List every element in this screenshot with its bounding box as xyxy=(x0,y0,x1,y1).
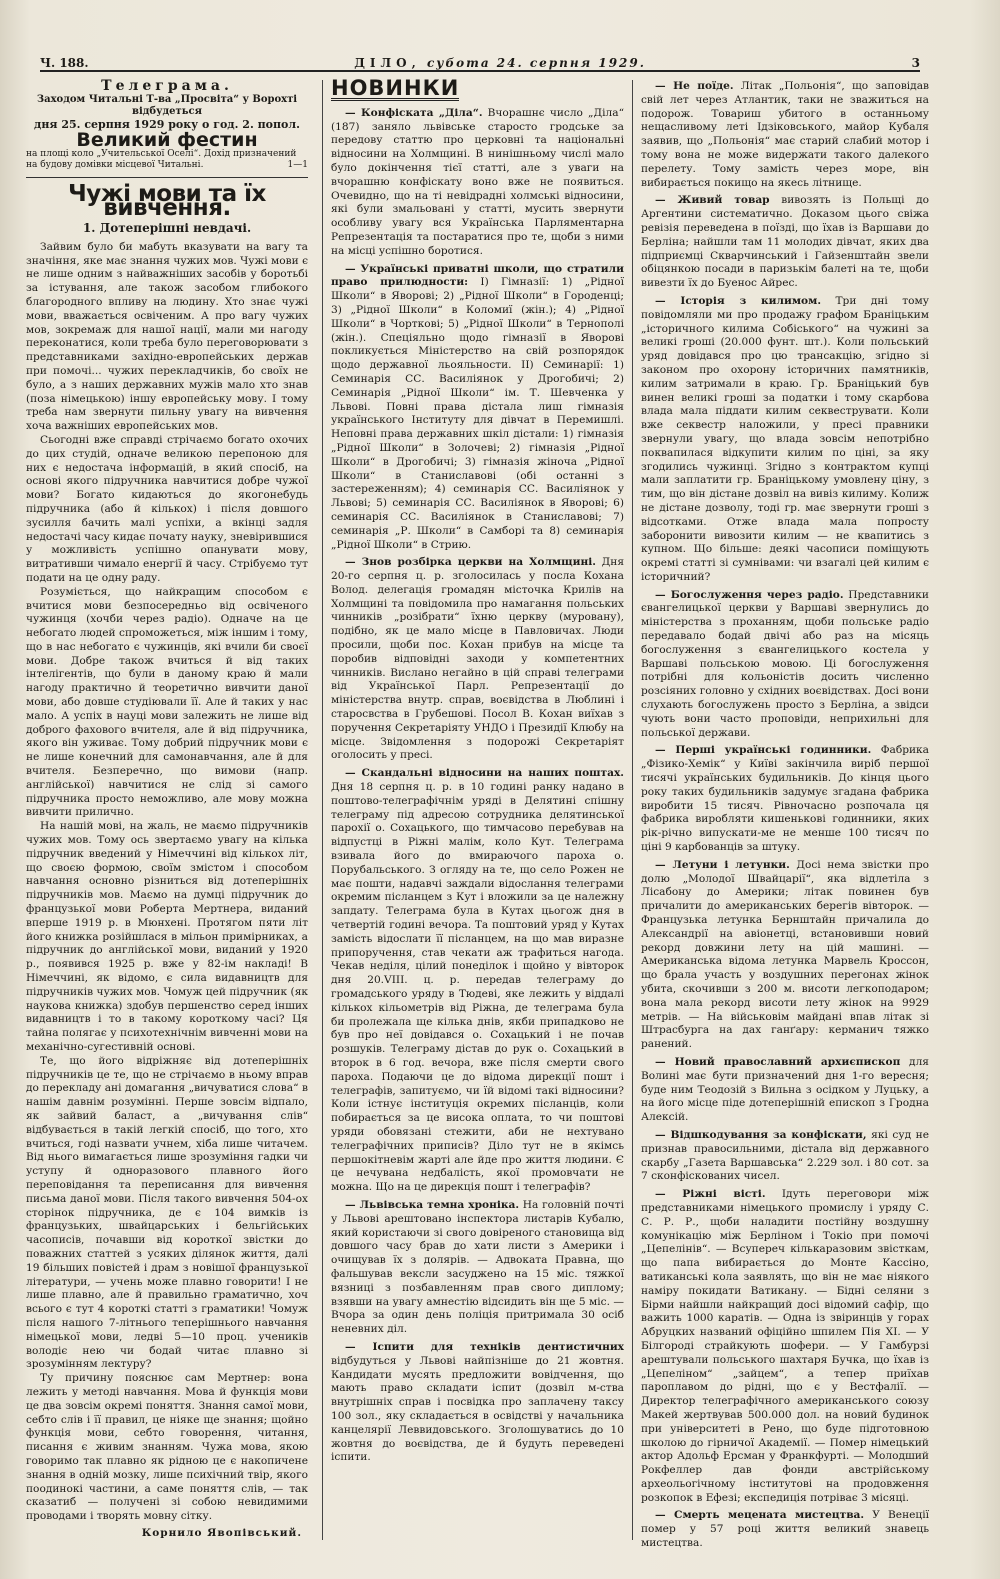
news-item xyxy=(641,744,929,854)
article-body xyxy=(26,241,308,1524)
news-item xyxy=(641,1188,929,1505)
telegram-line2: відбудеться xyxy=(132,105,202,117)
news-item xyxy=(641,1129,929,1184)
news-item-headline: — Іспити для техніків дентистичних xyxy=(345,1341,624,1353)
news-item-headline: — Ріжні вісті. xyxy=(655,1188,766,1200)
issue-number: Ч. 188. xyxy=(40,56,89,70)
article-paragraph: Розуміється, що найкращим способом є вчитися мови безпосередньо від освіченого чужинця (хочби через радіо). Одначе на це небогато людей спроможеться, між іншим і тому, що в нас небогато є чужинців, які вчили би своєї мови. Добре також вчиться й від таких інтелігентів, що були в даному краю й мали нагоду практично й теоретично вивчити даної мови, або довше студіювали її. Але й таких у нас мало. А успіх в науці мови залежить не лише від доброго фахового вчителя, але й від підручника, якого він уживає. Тому добрий підручник мови є не лише конечний для самонавчання, але й для вчителя. Безперечно, що вимови (напр. англійської) навчитися не слід зі самого підручника просто неможливо, але мову можна вивчити прилично. xyxy=(26,585,308,819)
news-item xyxy=(331,107,624,259)
news-item xyxy=(641,589,929,741)
telegram-place xyxy=(26,149,308,171)
news-item xyxy=(331,1341,624,1465)
news-item xyxy=(641,295,929,585)
news-item-headline: — Історія з килимом. xyxy=(655,295,821,307)
news-item-headline: — Летуни і летунки. xyxy=(655,859,790,871)
news-item-headline: — Українські приватні школи, що стратили право прилюдности: xyxy=(331,263,624,289)
news-item-headline: — Не поїде. xyxy=(655,80,734,92)
article-title: Чужі мови та їх вивчення. xyxy=(68,181,266,222)
article-subtitle: 1. Дотеперішні невдачі. xyxy=(82,220,252,235)
news-list-right xyxy=(641,80,929,1551)
news-item-text: Літак „Польонія“, що заповідав свій лет через Атлантик, таки не зважиться на подорож. Товариш убитого в останньому нещасливому леті Ідзіковського, майор Кубаля заявив, що „Польонія“ має старий слабий мотор і тому вона не може видержати такого далекого перелету. Тому замість через море, він вибирається покищо на якесь літнище. xyxy=(641,80,929,189)
news-item-text: Досі нема звістки про долю „Молодої Швайцарії“, яка відлетіла з Лісабону до Америки; літак повинен був причалити до американських берегів вівторок. — Французька летунка Бернштайн причалила до Александрії на авіонетці, встановивши новий рекорд довжини лету на цій машині. — Американська відома летунка Марвель Кроссон, що брала участь у воздушних перегонах жінок убита, скочивши з 200 м. висоти легкоподаром; вона мала рекорд висоти лету жінок на 9929 метрів. — На військовім майдані впав літак зі Штрасбурга на дах ганґару: керманич тяжко ранений. xyxy=(641,858,929,1051)
telegram-announcement xyxy=(26,80,308,178)
news-item-text: Представники євангелицької церкви у Варшаві звернулись до міністерства з проханням, щоби польське радіо передавало бодай двічі або раз на місяць богослуження з євангелицького костела у Варшаві польською мовою. Ці богослуження потрібні для кольоністів досить численно розсіяних головно у східних воєвідствах. Досі вони слухають богослужень просто з Берліна, а звідси чують вони часто проповіди, неприхильні для польської держави. xyxy=(641,588,929,739)
news-item-headline: — Скандальні відносини на наших поштах. xyxy=(345,767,624,779)
news-item-text: І) Гімназії: 1) „Рідної Школи“ в Яворові; 2) „Рідної Школи“ в Городенці; 3) „Рідної Школи“ в Коломиї (жін.); 4) „Рідної Школи“ в Чорткові; 5) „Рідної Школи“ в Тернополі (жін.). Спеціяльно щодо гімназії в Яворові покликується Міністерство на свій розпорядок щодо державної льояльности. ІІ) Семинарії: 1) Семинарія СС. Василіянок у Дрогобичі; 2) Семинарія „Рідної Школи“ ім. Т. Шевченка у Львові. Повні права дістала лиш гімназія українського Інституту для дівчат в Перемишлі. Неповні права державних шкіл дістали: 1) гімназія „Рідної Школи“ в Золочеві; 2) гімназія „Рідної Школи“ в Дрогобичі; 3) гімназія жіноча „Рідної Школи“ в Станиславові (обі останні з застереженням); 4) семинарія СС. Василіянок у Львові; 5) семинарія СС. Василіянок в Яворові; 6) семинарія СС. Василіянок в Станиславові; 7) семинарія „Р. Школи“ в Самборі та 8) семинарія „Рідної Школи“ в Стрию. xyxy=(331,276,624,551)
article-author: Корнило Явопівський. xyxy=(141,1526,302,1539)
article-paragraph: На нашій мові, на жаль, не маємо підручників чужих мов. Тому ось звертаємо увагу на кілька підручник введений у Німеччині від кількох літ, що своєю формою, своїм змістом і способом навчання основно різниться від дотеперішніх підручників мов. Маємо на думці підручник до французької мови Роберта Мертнера, виданий вперше 1919 р. в Мюнхені. Протягом пяти літ його книжка розійшлася в мільон примірниках, а підручник до англійської мови, виданий у 1920 р., появився 1925 р. вже у 82-ім накладі! В Німеччині, як відомо, є сила видавництв для підручників чужих мов. Чомуж цей підручник (як наукова книжка) здобув першенство серед інших видавництв і то в такому короткому часі? Ця тайна полягає у психотехнічнім вивченні мови на механічно-сугестивній основі. xyxy=(26,820,308,1053)
column-middle xyxy=(322,76,624,1540)
news-list-middle xyxy=(331,107,624,1465)
news-item-text: Вчорашнє число „Діла“ (187) заняло львівське старосто гродське за передову статтю про церковні та національні відносини на Холмщині. В нинішньому числі мало було докінчення тієї статті, але з уваги на вчорашню конфіскату воно вже не появиться. Очевидно, що на ті невідрадні холмські відносини, які були змальовані у статті, мусить звернути особливу увагу вся Українська Парляментарна Репрезентація та постаратися про те, щоби з ними на місці успішно боротися. xyxy=(331,106,624,257)
news-item-text: які суд не признав правосильними, дістала від державного скарбу „Газета Варшавська“ 2.229 зол. і 80 сот. за 7 сконфіскованих чисел. xyxy=(641,1128,929,1183)
news-item-text: Дня 20-го серпня ц. р. зголосилась у посла Кохана Волод. делегація громадян місточка Крилів на Холмщині та повідомила про намагання польських чинників „розібрати“ їхню церкву (муровану), подібно, як це мало місце в Павловичах. Люди просили, щоби пос. Кохан прибув на місце та поробив відповідні заходи у компетентних чинників. Вислано негайно в цій справі телеграми від Української Парл. Репрезентації до міністерства внутр. справ, воєвідства в Люблині і старосвства в Грубешові. Посол В. Кохан виїхав з поручення Секретаріяту УНДО і Президії Клюбу на місце. Звідомлення з подорожі Секретаріят оголосить у пресі. xyxy=(331,556,624,762)
issue-date: субота 24. серпня 1929. xyxy=(426,56,646,70)
news-item xyxy=(331,263,624,553)
article-paragraph: Зайвим було би мабуть вказувати на вагу та значіння, яке має знання чужих мов. Чужі мови є не лише одним з найважніших засобів у боротьбі за іcтування, але також засобом глибокого благородного впливу на людину. Хто знає чужі мови, вважається освіченим. А про вагу чужих мов, зокремаж для нашої нації, мали ми нагоду переконатися, коли треба було переговорювати з представниками західно-европейських держав при помочі... чужих перекладчиків, бо своїх не було, а з наших державних мужів мало хто знав (поза німецькою) іншу европейську мову. І тому треба нам звернути пильну увагу на вивчення хоча важніших европейських мов. xyxy=(26,240,308,433)
news-item-text: для Волині має бути призначений дня 1-го вересня; буде ним Теодозій з Вильна з осідком у Луцьку, а на його місце піде дотеперішній епископ з Гродна Алексій. xyxy=(641,1055,929,1124)
news-item xyxy=(641,1056,929,1125)
article-paragraph: Ту причину пояснює сам Мертнер: вона лежить у методі навчання. Мова й функція мови це два зовсім окремі поняття. Знання самої мови, себто слів і її правил, це ніяке ще знання; щойно функція мови, себто говорення, читання, писання є живим знанням. Чужа мова, якою говоримо так плавно як рідною це є накопичене знання в одній мозку, лише психічний твір, якого поодинокі частини, а саме поняття слів, — так сказатиб — получені зі собою невидимими проводами і творять мовну сітку. xyxy=(26,1372,308,1523)
news-item xyxy=(331,556,624,763)
paper-name: ДІЛО, xyxy=(354,56,421,70)
news-item-headline: — Перші українські годинники. xyxy=(655,744,871,756)
news-item-headline: — Живий товар xyxy=(655,194,770,206)
news-item xyxy=(331,1199,624,1337)
news-item-text: Фабрика „Фізико-Хемік“ у Київі закінчила виріб першої тисячі українських будильників. До кінця цього року таких будильників задумує згадана фабрика виробити 15 тисяч. Рівночасно розпочала ця фабрика виробляти кишенькові годинники, яких рік-річно випускати-ме не менше 100 тисяч по ціні 9 карбованців за штуку. xyxy=(641,744,929,854)
news-item-headline: — Львівська темна хроніка. xyxy=(345,1199,519,1211)
news-item-text: У Венеції помер у 57 році життя великий знавець мистецтва. xyxy=(641,1509,929,1550)
column-left xyxy=(26,78,308,1539)
masthead-date xyxy=(354,56,646,70)
column-right xyxy=(632,80,929,1550)
news-item-text: відбудуться у Львові найпізніше до 21 жовтня. Кандидати мусять предложити вовідчення, що мають право складати іспит (дозвіл м-ства внутрішніх справ і посвідка про заплачену таксу 100 зол., яку складається в освідстві у начальника канцелярії Леввидовського. Зголошуватись до 10 жовтня до воєвідства, де й будуть переведені іспити. xyxy=(331,1354,624,1464)
news-item-text: На головній почті у Львові арештовано інспектора листарів Кубалю, який користаючи зі свого довіреного становища від довшого часу брав до хати листи з Америки і очищував їх з долярів. — Адвоката Правна, що фальшував вексли засуджено на 15 міс. тяжкої вязниці з позбавленням прав свого диплому; взявши на увагу амнестію відсидить він ще 5 міс. — Вчора за один день поліція притримала 30 осіб неневних діл. xyxy=(331,1198,624,1336)
page-header xyxy=(40,54,920,72)
article-paragraph: Те, що його відріжняє від дотеперішніх підручників це те, що не стрічаємо в ньому вправ до перекладу ані домагання „вичуватися слова“ в нашім давнім розумінні. Перше зовсім відпало, як зайвий баласт, а „вичування слів“ відбувається в такій легкій спосіб, що того, хто вчиться, годі назвати учнем, хіба лише читачем. Від нього вимагається лише зрозуміння гадки чи уступу й одноразового плавного його переповідання та переписання для вивчення письма даної мови. Після такого вивчення 504-ох сторінок підручника, де є 104 вимків із французьких, швайцарських і бельгійських часописів, почавши від короткої звістки до поважних статтей з усяких ділянок життя, далі 19 більших повістей і драм з новішої французької літератури, — учень може плавно говорити! І не лише плавно, але й правильно граматично, хоч всього є тут 4 короткі статті з граматики! Чомуж після нашого 7-літнього теперішнього навчання німецької мови, ледві 5—10 проц. учеників володіє нею чи бодай читає плавно зі зрозумінням лектуру? xyxy=(26,1054,308,1371)
news-item-text: Ідуть переговори між представниками німецького промислу і уряду С. С. Р. Р., щоби наладити постійну воздушну комунікацію між Берліном і Токіо при помочі „Цепелінів“. — Всупереч кількаразовим звісткам, що папа вибирається до Монте Кассіно, ватиканські кола заявлять, що він не має ніякого наміру покидати Ватикану. — Бідні селяни з Бірми найшли найкращий досі відомий сафір, що важить 1000 каратів. — Одна із звіринців у горах Абруцких названий офіційно шпилем Пія XI. — У Білгороді страйкують шофери. — У Гамбурзі арештували польського шахтаря Бучка, що їхав із „Цепеліном“ „зайцем“, а тепер приїхав пароплавом до рідні, що є у Вестфалії. — Директор телеграфічного американського союзу Макей жертвував 500.000 дол. на новий будинок при університеті в Рено, що буде підготовною школою до гірничої Академії. — Помер німецький актор Адольф Ерсман у Франкфурті. — Молодший Рокфеллер дав фонди австрійському археольогічному інститутові на продовження розкопок в Ефезі; експедиція потріває 3 місяці. xyxy=(641,1188,929,1504)
news-item-text: вивозять із Польщі до Аргентини систематично. Доказом цього свіжа ревізія переведена в поїзді, що їхав із Варшави до Берліна; найшли там 11 молодих дівчат, яких два підприємці Скварчинський і Гайзенштайн звели обіцянкою посади в паризькім балеті на те, щоби вивезти їх до Буенос Айрес. xyxy=(641,194,929,290)
news-item-headline: — Конфіската „Діла“. xyxy=(345,107,483,119)
news-item xyxy=(641,80,929,190)
news-item xyxy=(641,194,929,291)
article-paragraph: Сьогодні вже справді стрічаємо богато охочих до цих студій, одначе великою перепоною для них є недостача інформацій, в який спосіб, на основі якого підручника навчитися добре чужої мови? Богато кидаються до якогонебудь підручника (або й кількох) і після довшого зусилля бачить малі успіхи, а вкінці задля недостачі часу кидає почату науку, зневірившися у можливість успішно опанувати мову, витративши чимало енергії й часу. Стрібуємо тут подати на це одну раду. xyxy=(26,433,308,584)
telegram-place-text: на площі коло „Учительської Оселі“. Дохід призначений на будову домівки місцевої Читальні. xyxy=(26,149,297,171)
page-number: 3 xyxy=(911,56,920,70)
news-item-headline: — Знов розбірка церкви на Холмщині. xyxy=(345,556,596,568)
news-item-headline: — Смерть мецената мистецтва. xyxy=(655,1509,864,1521)
telegram-date: дня 25. серпня 1929 року о год. 2. попол. xyxy=(34,117,300,131)
news-item-headline: — Новий православний архиєпископ xyxy=(655,1056,900,1068)
news-item xyxy=(331,767,624,1195)
telegram-title: Телеграма. xyxy=(101,78,233,94)
telegram-ref: 1—1 xyxy=(287,160,308,171)
news-item-headline: — Відшкодування за конфіскати, xyxy=(655,1129,867,1141)
news-section-title: НОВИНКИ xyxy=(331,76,460,100)
news-item-text: Дня 18 серпня ц. р. в 10 годині ранку надано в поштово-телеграфічнім уряді в Делятині спішну телеграму під адресою сотрудника делятинської парохії о. Сохацького, що тимчасово перебував на відпустці в Ріжні малім, коло Кут. Телеграма взивала його до вмираючого пароха о. Порубальського. З огляду на те, що село Рожен не має пошти, надавчі заждали відослання телеграми окремим післанцем з Кут і вложили за це належну запдату. Телеграма була в Кутах цьогож дня в четвертій годині вечора. Та поштовий уряд у Кутах замість відослати її післанцем, на що мав виразне припоручення, став чекати аж трафиться нагода. Чекав неділя, цілий понеділок і щойно у вівторок дня 20.VIII. ц. р. передав телеграму до громадського уряду в Тюдеві, яке лежить у віддалі кількох кільометрів від Ріжна, де телеграма була би пролежала ще кілька днів, якби припадково не був про неї довідався о. Сохацький і не почав розшукiв. Телеграму дістав до рук о. Сохацький в второк в 6 год. вечора, вже після смерти свого пароха. Подаючи це до відома дирекції пошт і телеграфів, запитуємо, чи їй відомі такі відносини? Коли істнує інституція окремих післанців, коли побирається за це висока оплата, то чи поштові уряди обовязані стежити, аби не нехтувано телеграфічних приписів? Діло тут не в якімсь першокітневім жарті але йде про життя людини. Є це нечувана недбалість, якої промовчати не можна. Що на це дирекція пошт і телеграфів? xyxy=(331,781,624,1194)
news-item xyxy=(641,1509,929,1550)
news-item-text: Три дні тому повідомляли ми про продажу графом Браніцьким „історичного килима Собіського“ на чужині за великі гроші (20.000 фунт. шт.). Коли польський уряд довідався про цю трансакцію, згідно зі законом про охорону історичних памятників, килим затримали в краю. Гр. Браніцький був винен великі гроші за податки і тому скарбова влада мала піддати килим секвеструвати. Коли вже секвестр наложили, у пресі правники звернули увагу, що влада зовсім непотрібно поквапилася відкупити килим по ціні, за яку згодились чужинці. Згідно з контрактом купці мали заплатити гр. Браніцькому умовлену ціну, з тим, що він дістане дозвіл на вивіз килиму. Колиж не дістане дозволу, тоді гр. має звернути гроші з відсотками. Отже влада мала попросту заборонити вивозити килим — не квапитись з купном. Що більше: деякі часописи поміщують окремі статті зі сумнівами: чи взагалі цей килим є історичний? xyxy=(641,294,929,583)
news-item-headline: — Богослуження через радіо. xyxy=(655,589,844,601)
telegram-line1: Заходом Читальні Т-ва „Просвіта“ у Ворохті xyxy=(36,93,298,105)
news-item xyxy=(641,859,929,1052)
telegram-headline: Великий фестин xyxy=(76,128,258,151)
